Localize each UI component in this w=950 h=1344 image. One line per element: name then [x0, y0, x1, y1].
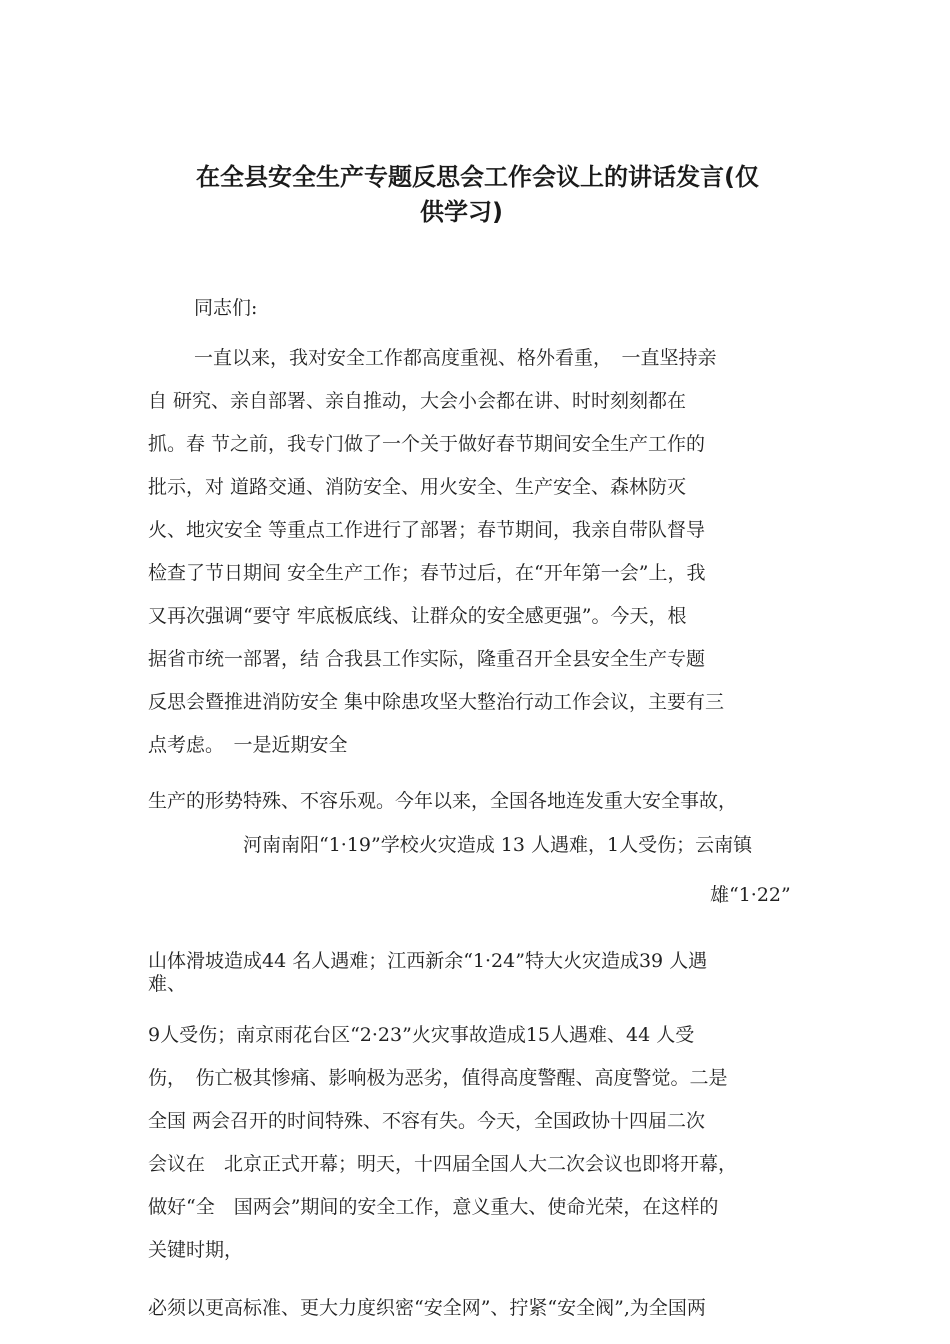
- body-line: 自 研究、亲自部署、亲自推动，大会小会都在讲、时时刻刻都在: [148, 390, 687, 412]
- body-line: 又再次强调“要守 牢底板底线、让群众的安全感更强”。今天，根: [148, 605, 687, 627]
- body-line: 会议在 北京正式开幕；明天，十四届全国人大二次会议也即将开幕，: [148, 1153, 738, 1175]
- body-line: 全国 两会召开的时间特殊、不容有失。今天，全国政协十四届二次: [148, 1110, 706, 1132]
- body-line: 关键时期，: [148, 1239, 244, 1261]
- body-line: 山体滑坡造成44 名人遇难；江西新余“1·24”特大火灾造成39 人遇: [148, 950, 708, 972]
- document-title-line-2: 供学习): [420, 198, 503, 226]
- body-line: 河南南阳“1·19”学校火灾造成 13 人遇难，1人受伤；云南镇: [243, 834, 753, 856]
- body-line: 难、: [148, 973, 187, 995]
- body-line: 伤， 伤亡极其惨痛、影响极为恶劣，值得高度警醒、高度警觉。二是: [148, 1067, 728, 1089]
- body-line: 9人受伤；南京雨花台区“2·23”火灾事故造成15人遇难、44 人受: [148, 1024, 695, 1046]
- body-line: 据省市统一部署，结 合我县工作实际，隆重召开全县安全生产专题: [148, 648, 706, 670]
- body-line: 点考虑。 一是近期安全: [148, 734, 348, 756]
- document-title-line-1: 在全县安全生产专题反思会工作会议上的讲话发言(仅: [196, 163, 759, 191]
- body-line: 必须以更高标准、更大力度织密“安全网”、拧紧“安全阀”,为全国两: [148, 1297, 706, 1319]
- body-line: 检查了节日期间 安全生产工作；春节过后，在“开年第一会”上，我: [148, 562, 706, 584]
- body-line: 生产的形势特殊、不容乐观。今年以来，全国各地连发重大安全事故，: [148, 790, 738, 812]
- body-line: 做好“全 国两会”期间的安全工作，意义重大、使命光荣，在这样的: [148, 1196, 719, 1218]
- body-line: 反思会暨推进消防安全 集中除患攻坚大整治行动工作会议，主要有三: [148, 691, 725, 713]
- body-line: 批示，对 道路交通、消防安全、用火安全、生产安全、森林防灭: [148, 476, 687, 498]
- body-line: 火、地灾安全 等重点工作进行了部署；春节期间，我亲自带队督导: [148, 519, 706, 541]
- body-line: 雄“1·22”: [710, 884, 791, 906]
- salutation: 同志们:: [194, 297, 258, 319]
- body-line: 一直以来，我对安全工作都高度重视、格外看重， 一直坚持亲: [194, 347, 717, 369]
- body-line: 抓。春 节之前，我专门做了一个关于做好春节期间安全生产工作的: [148, 433, 706, 455]
